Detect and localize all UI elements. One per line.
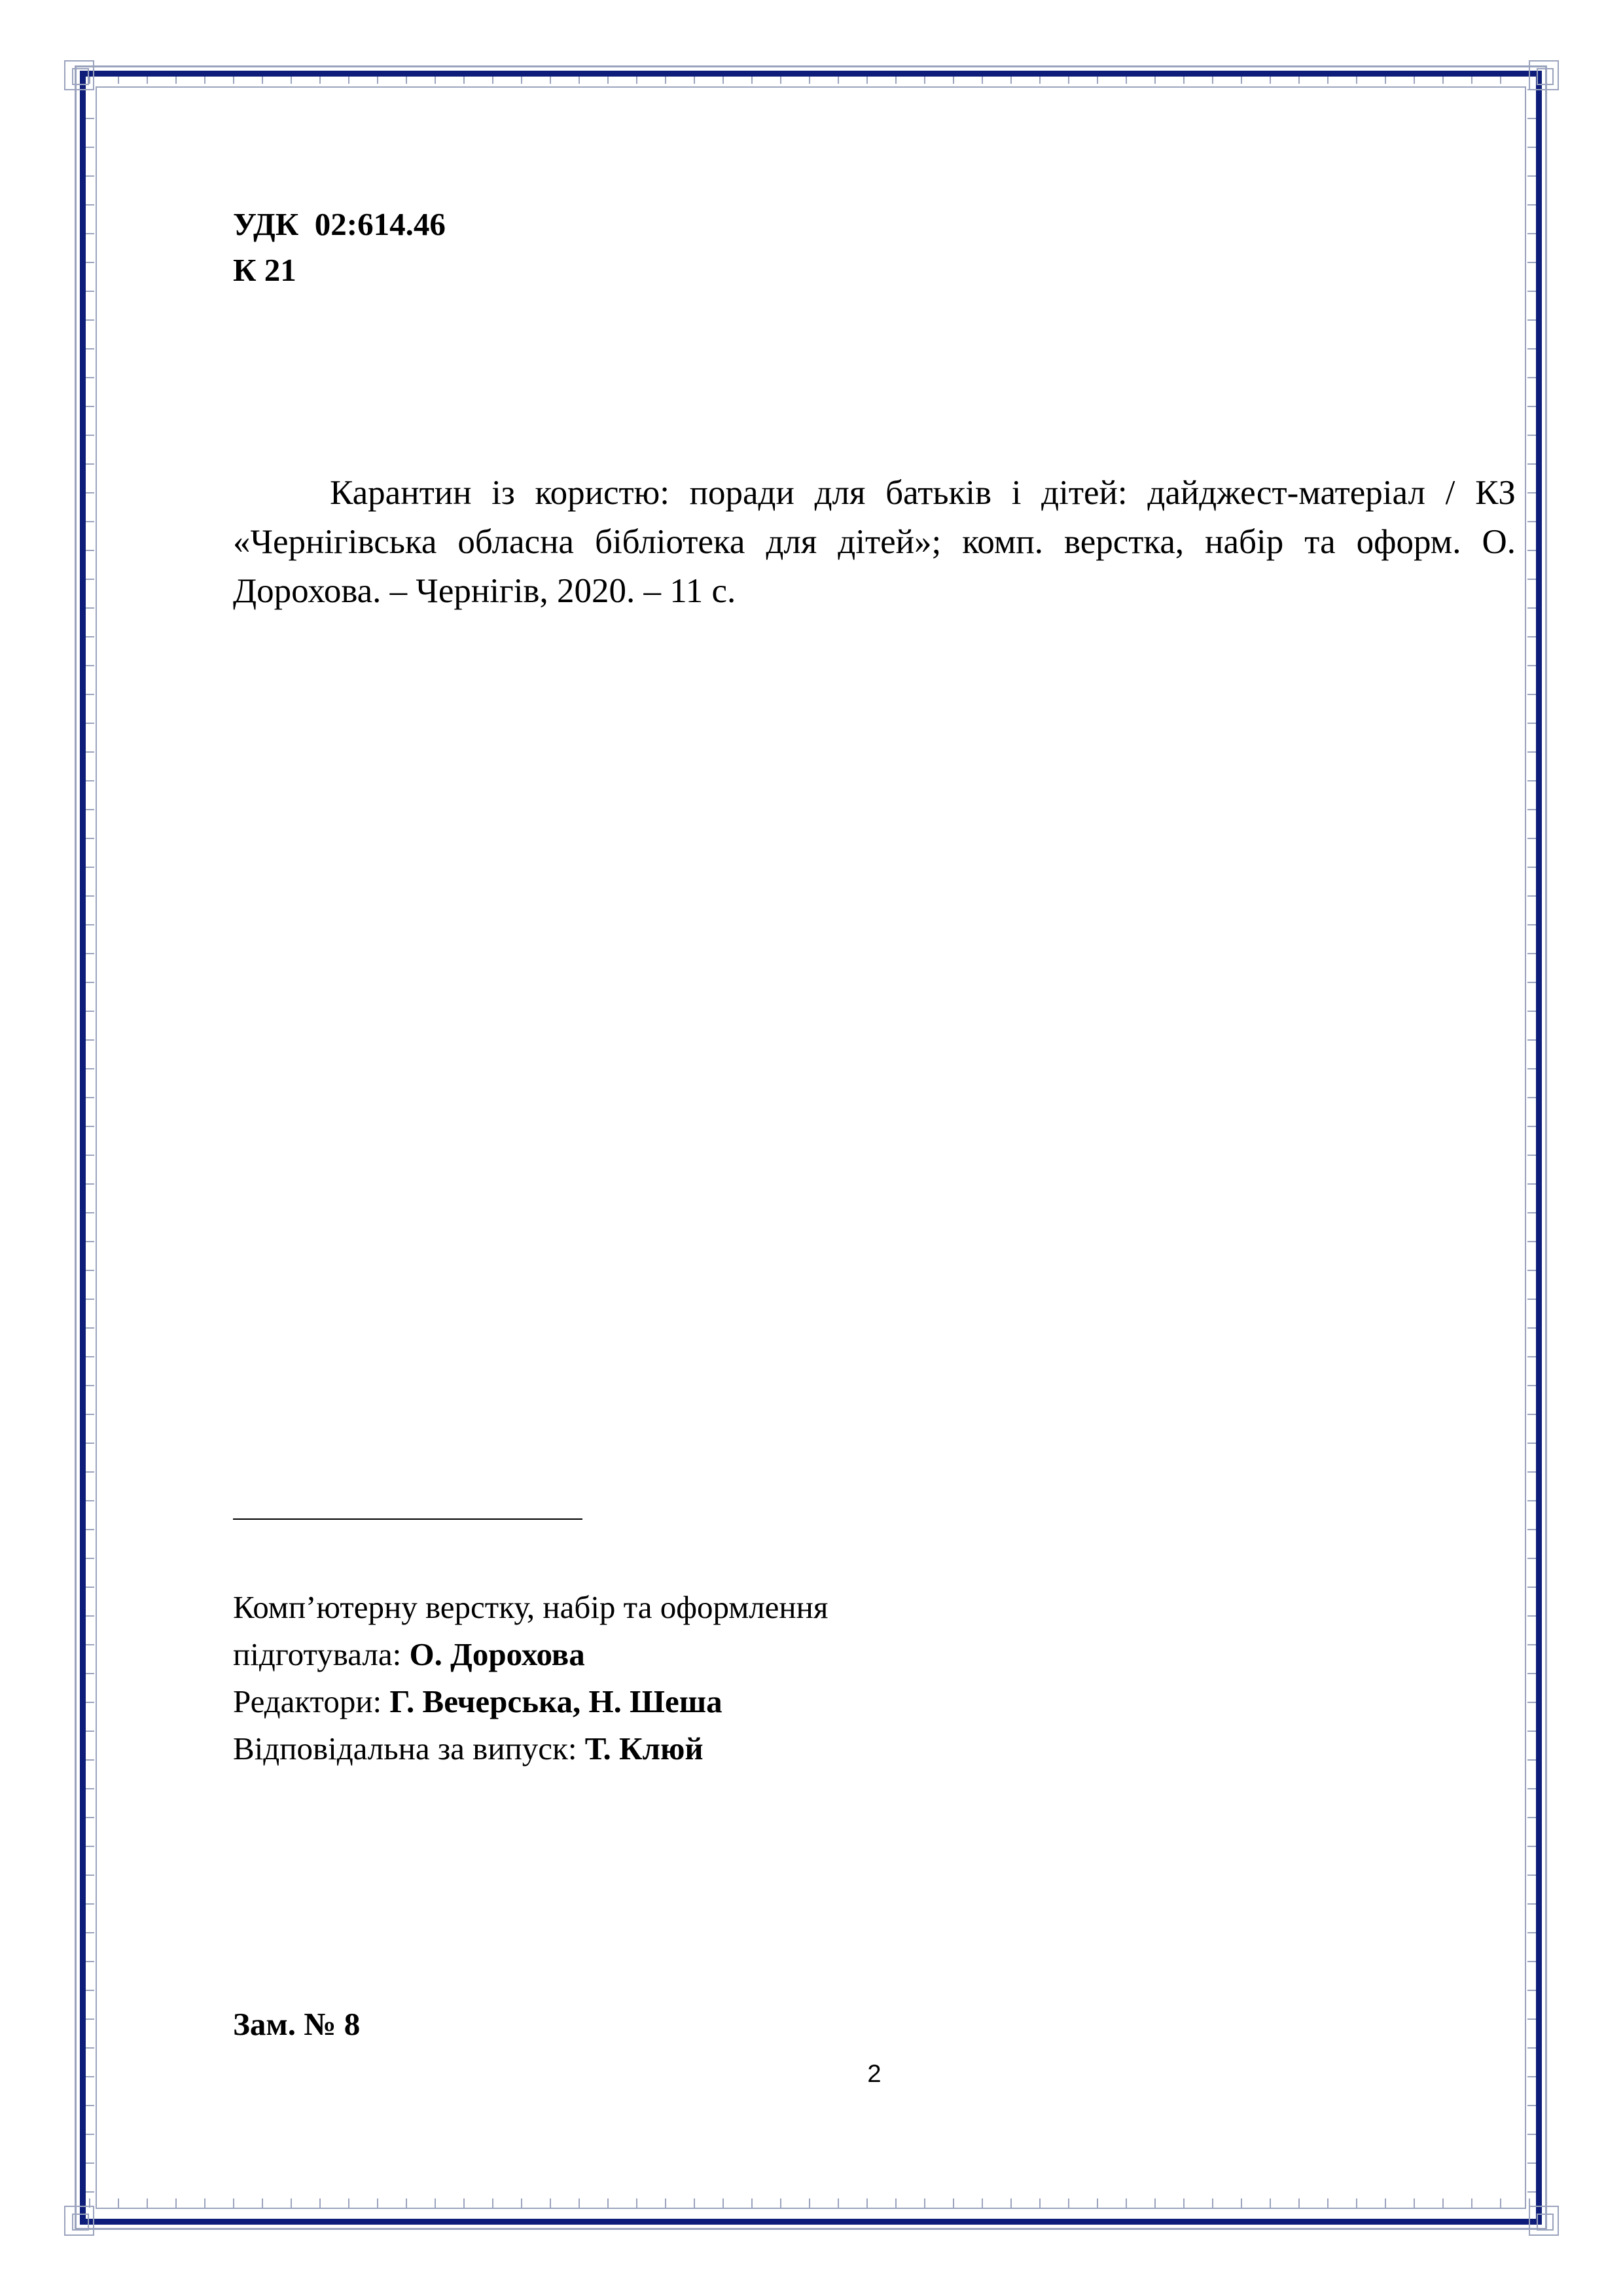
bibliographic-description: Карантин із користю: поради для батьків і дітей: дайджест-матеріал / КЗ «Чернігівська обласна бібліотека для дітей»; комп. верстка, набір та оформ. О. Дорохова. – Чернігів, 2020. – 11 с.: [233, 474, 1516, 610]
border-inner-line: [96, 86, 1526, 2209]
credits-prepared-label: підготувала:: [233, 1636, 410, 1672]
udk-code: УДК 02:614.46: [233, 206, 446, 242]
separator-line: [233, 1518, 582, 1520]
page-number: 2: [867, 2060, 882, 2088]
border-corner-top-right: [1529, 60, 1559, 90]
order-number: Зам. № 8: [233, 2006, 361, 2042]
credits-block: [233, 1584, 828, 1772]
credits-editors: [233, 1678, 828, 1725]
credits-prepared: [233, 1631, 828, 1678]
credits-responsible-label: Відповідальна за випуск:: [233, 1731, 585, 1767]
credits-prepared-name: О. Дорохова: [409, 1636, 585, 1672]
border-corner-bottom-right: [1529, 2206, 1559, 2236]
author-mark: К 21: [233, 252, 296, 288]
credits-editors-label: Редактори:: [233, 1683, 390, 1719]
credits-editors-names: Г. Вечерська, Н. Шеша: [389, 1683, 722, 1719]
border-corner-bottom-left: [64, 2206, 94, 2236]
credits-layout-line: Комп’ютерну верстку, набір та оформлення: [233, 1589, 829, 1625]
credits-responsible: [233, 1725, 828, 1772]
border-corner-top-left: [64, 60, 94, 90]
credits-responsible-name: Т. Клюй: [584, 1731, 704, 1767]
